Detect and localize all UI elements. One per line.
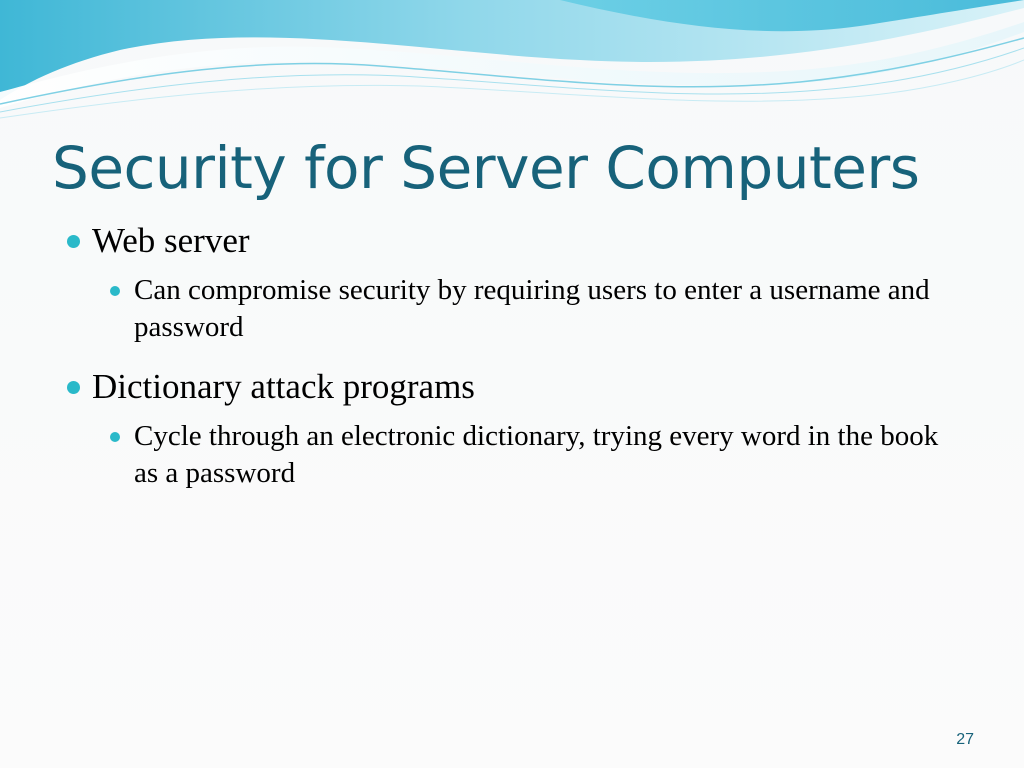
bullet-text: Dictionary attack programs	[92, 367, 475, 406]
bullet-text: Web server	[92, 221, 250, 260]
slide-page-number: 27	[956, 731, 974, 748]
bullet-item	[62, 364, 962, 410]
bullet-list	[62, 218, 962, 492]
bullet-dot-icon	[67, 381, 80, 394]
bullet-dot-icon	[67, 235, 80, 248]
sub-bullet-item	[104, 272, 962, 346]
slide-title: Security for Server Computers	[52, 134, 920, 202]
wave-line-2	[0, 48, 1024, 112]
bullet-item	[62, 218, 962, 264]
sub-bullet-text: Cycle through an electronic dictionary, trying every word in the book as a password	[134, 420, 939, 489]
sub-bullet-dot-icon	[110, 432, 120, 442]
sub-bullet-dot-icon	[110, 286, 120, 296]
sub-bullet-text: Can compromise security by requiring users to enter a username and password	[134, 274, 930, 343]
sub-bullet-item	[104, 418, 962, 492]
decorative-wave-header	[0, 0, 1024, 130]
